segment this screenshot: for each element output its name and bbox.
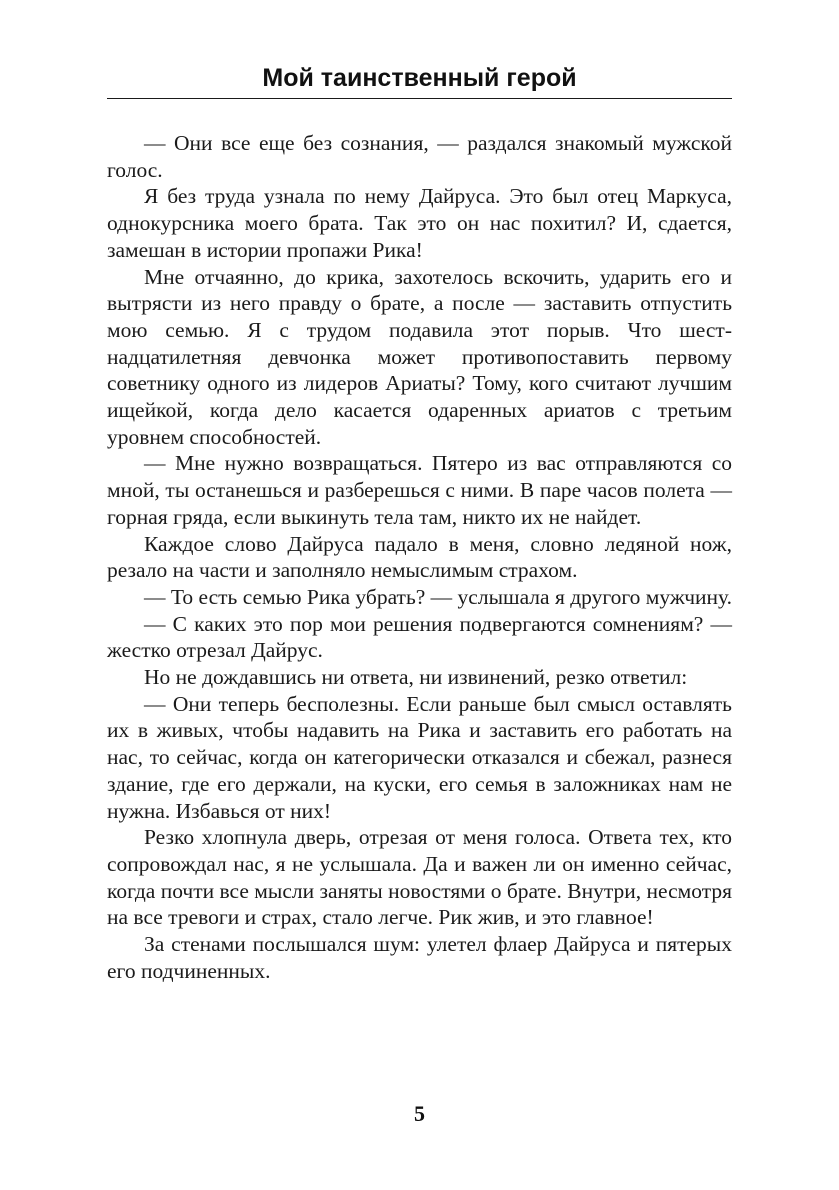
- paragraph-11: За стенами послышался шум: улетел флаер Дайруса и пятерых его подчиненных.: [107, 932, 732, 983]
- paragraph-9: — Они теперь бесполезны. Если раньше был смысл оставлять их в живых, чтобы надавить на Рика и заставить его работать на нас, то сейчас, когда он категорически отказался и сбежал, разнеся здание, где его держали, на куски, его семья в заложниках нам не нужна. Избавься от них!: [107, 691, 732, 823]
- paragraph-6: — То есть семью Рика убрать? — услышала я другого мужчину.: [144, 584, 732, 609]
- book-title: Мой таинственный герой: [262, 64, 577, 92]
- paragraph-5: Каждое слово Дайруса падало в меня, словно ледяной нож, резало на части и заполняло немыслимым страхом.: [107, 531, 732, 583]
- paragraph-7: — С каких это пор мои решения подвергаются сомнениям? — жестко отрезал Дайрус.: [107, 611, 732, 663]
- paragraph-3: Мне отчаянно, до крика, захотелось вскочить, ударить его и вытрясти из него правду о брате, а после — заставить отпустить мою семью. Я с трудом подавила этот порыв. Что шестнадцатилетняя девчонка может противопоставить первому советнику одного из лидеров Ариаты? Тому, кого считают лучшим ищейкой, когда дело касается одаренных ариатов с третьим уровнем способностей.: [107, 264, 732, 449]
- page-number: 5: [414, 1101, 425, 1126]
- paragraph-8: Но не дождавшись ни ответа, ни извинений, резко ответил:: [144, 665, 688, 690]
- page-body: [107, 130, 732, 985]
- running-header: [107, 60, 732, 99]
- paragraph-1: — Они все еще без сознания, — раздался знакомый мужской голос.: [107, 131, 732, 182]
- paragraph-10: Резко хлопнула дверь, отрезая от меня голоса. Ответа тех, кто сопровождал нас, я не услышала. Да и важен ли он именно сейчас, когда почти все мысли заняты новостями о брате. Внутри, несмотря на все тревоги и страх, стало легче. Рик жив, и это главное!: [107, 825, 732, 930]
- paragraph-4: — Мне нужно возвращаться. Пятеро из вас отправляются со мной, ты останешься и разберешься с ними. В паре часов полета — горная гряда, если выкинуть тела там, никто их не найдет.: [107, 451, 732, 529]
- paragraph-2: Я без труда узнала по нему Дайруса. Это был отец Маркуса, однокурсника моего брата. Так это он нас похитил? И, сдается, замешан в истории пропажи Рика!: [107, 184, 732, 262]
